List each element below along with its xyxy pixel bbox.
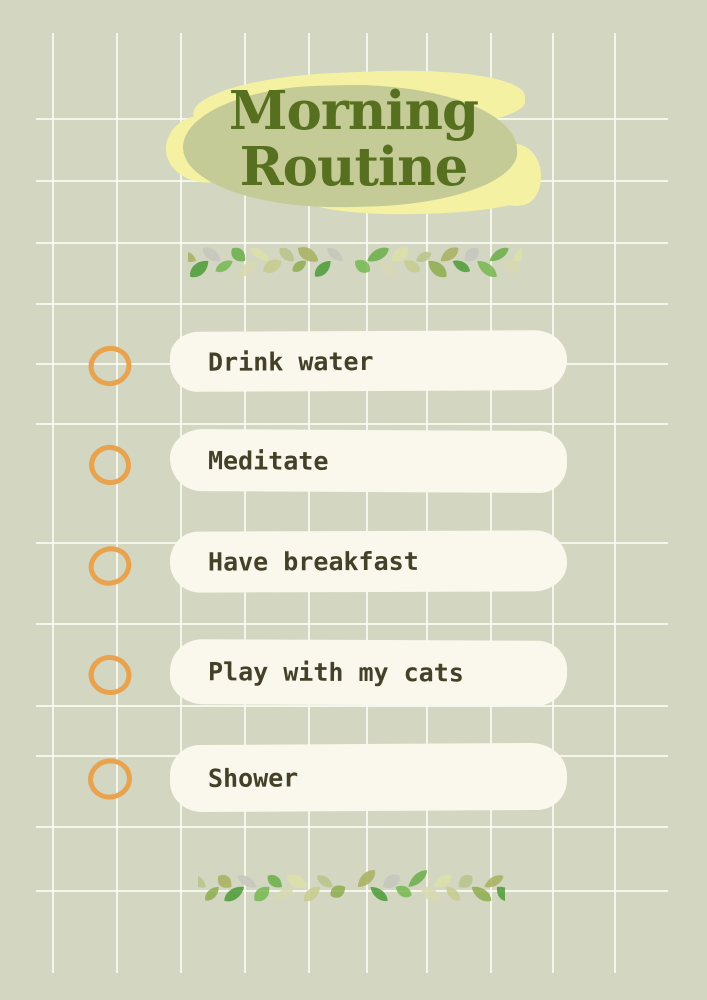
page-title-line1: Morning xyxy=(228,80,479,142)
checklist-row xyxy=(0,640,707,705)
leaf-icon xyxy=(365,244,392,266)
leaf-icon xyxy=(354,867,379,891)
checkbox-circle-icon[interactable] xyxy=(87,442,133,488)
task-pill xyxy=(170,530,567,592)
task-label: Meditate xyxy=(207,445,329,476)
leaf-garland-icon xyxy=(198,864,505,910)
grid-line xyxy=(36,623,668,625)
title-block xyxy=(0,0,707,230)
checklist-row xyxy=(0,331,707,391)
checkbox-circle-icon[interactable] xyxy=(87,652,133,698)
task-label: Shower xyxy=(207,763,299,793)
task-label: Have breakfast xyxy=(207,546,419,577)
checklist-row xyxy=(0,430,707,492)
checklist-row xyxy=(0,744,707,811)
task-pill xyxy=(170,639,567,706)
checkbox-circle-icon[interactable] xyxy=(87,343,133,389)
leaf-icon xyxy=(198,871,209,891)
page-title xyxy=(0,80,707,198)
task-label: Drink water xyxy=(207,346,374,377)
checkbox-circle-icon[interactable] xyxy=(87,756,133,802)
task-label: Play with my cats xyxy=(207,657,464,688)
task-pill xyxy=(170,743,567,812)
leaf-garland-icon xyxy=(188,238,522,284)
leaf-icon xyxy=(188,249,198,265)
grid-line xyxy=(36,826,668,828)
grid-line xyxy=(36,423,668,425)
task-pill xyxy=(170,429,567,493)
grid-line xyxy=(36,303,668,305)
task-pill xyxy=(170,330,567,392)
checkbox-circle-icon[interactable] xyxy=(87,543,133,589)
grid-line xyxy=(36,705,668,707)
checklist-row xyxy=(0,531,707,592)
page-title-line2: Routine xyxy=(239,135,468,198)
